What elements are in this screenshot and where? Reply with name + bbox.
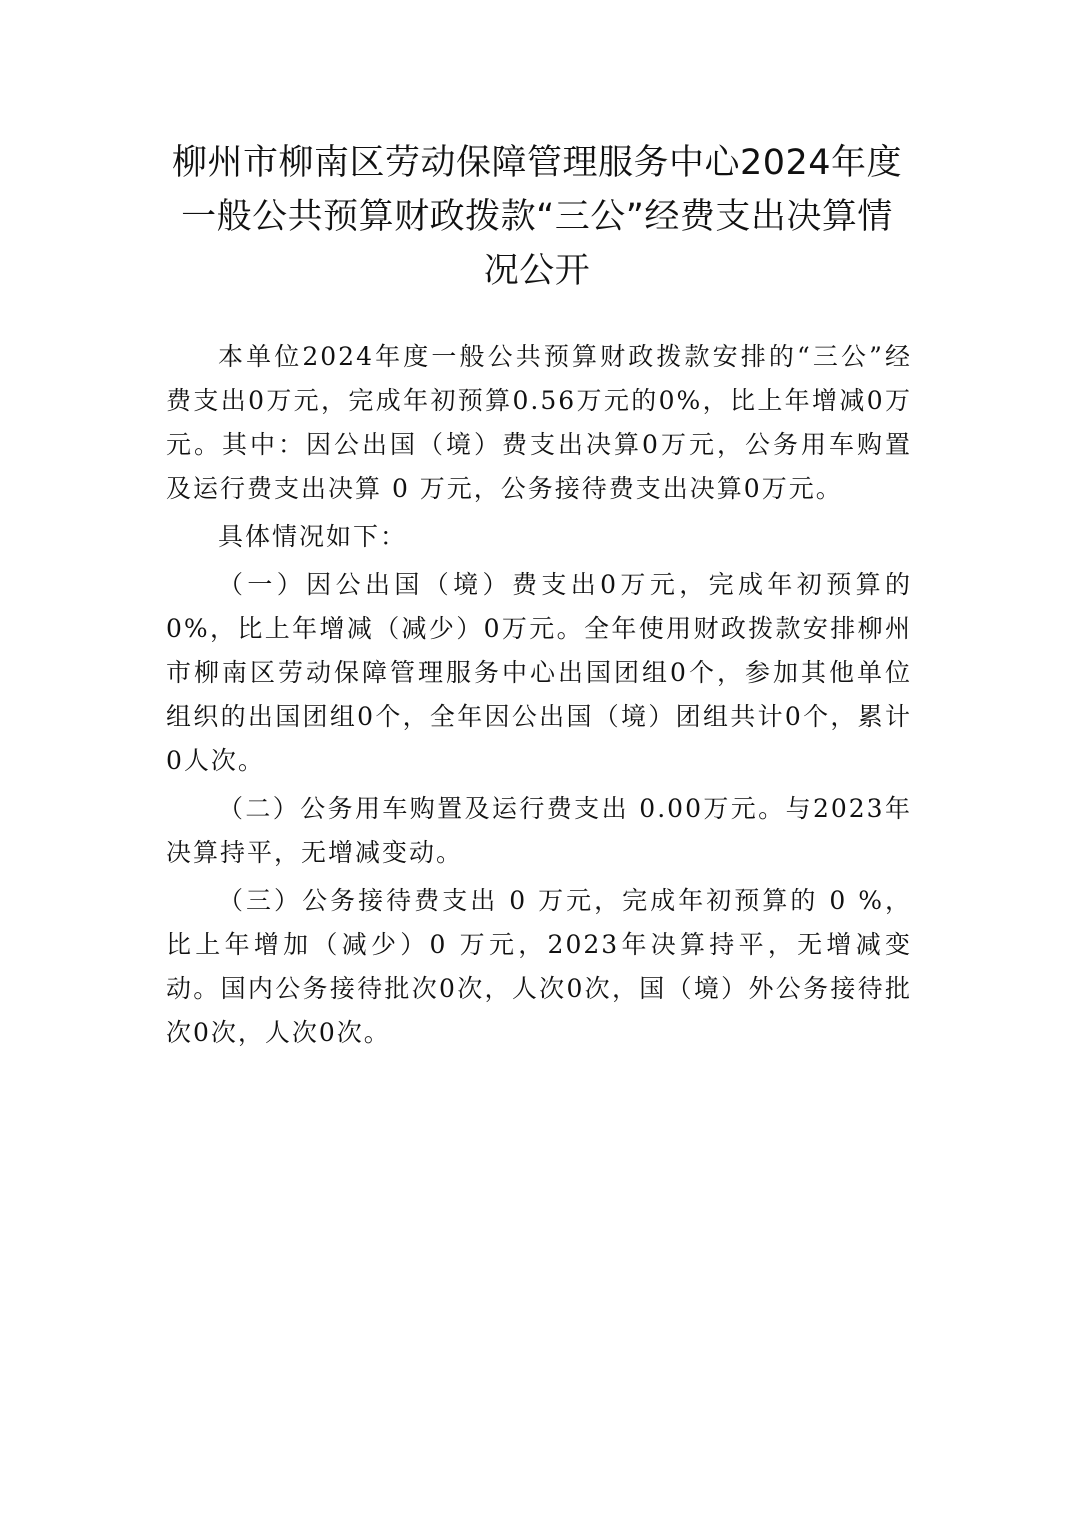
paragraph-official-reception: （三）公务接待费支出 0 万元，完成年初预算的 0 %，比上年增加（减少）0 万元，2023年决算持平，无增减变动。国内公务接待批次0次，人次0次，国（境）外公务接待批次0次，人次0次。: [166, 886, 912, 1047]
paragraph-overseas-travel: （一）因公出国（境）费支出0万元，完成年初预算的0%，比上年增减（减少）0万元。全年使用财政拨款安排柳州市柳南区劳动保障管理服务中心出国团组0个，参加其他单位组织的出国团组0个，全年因公出国（境）团组共计0个，累计0人次。: [166, 570, 912, 775]
document-title: [160, 136, 914, 298]
title-line-3: 况公开: [483, 251, 591, 291]
paragraph-intro: 具体情况如下：: [218, 522, 408, 551]
document-body: [166, 335, 912, 1059]
title-line-1: 柳州市柳南区劳动保障管理服务中心2024年度: [171, 143, 903, 183]
paragraph-official-vehicles: （二）公务用车购置及运行费支出 0.00万元。与2023年决算持平，无增减变动。: [166, 794, 912, 867]
title-line-2: 一般公共预算财政拨款“三公”经费支出决算情: [181, 197, 893, 237]
paragraph-summary: 本单位2024年度一般公共预算财政拨款安排的“三公”经费支出0万元，完成年初预算0.56万元的0%，比上年增减0万元。其中：因公出国（境）费支出决算0万元，公务用车购置及运行费支出决算 0 万元，公务接待费支出决算0万元。: [166, 342, 912, 503]
